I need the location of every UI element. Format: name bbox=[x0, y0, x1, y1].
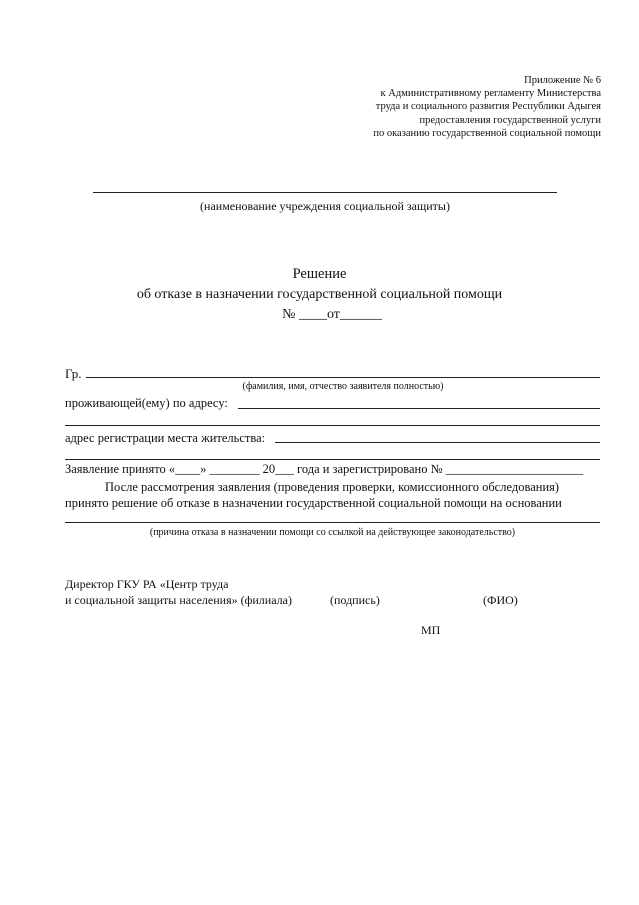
appendix-ministry: труда и социального развития Республики Адыгея bbox=[375, 101, 601, 113]
director-title-line2: и социальной защиты населения» (филиала) bbox=[65, 593, 292, 607]
address-line[interactable] bbox=[238, 408, 600, 409]
registration-label: адрес регистрации места жительства: bbox=[65, 431, 266, 445]
citizen-name-caption: (фамилия, имя, отчество заявителя полностью) bbox=[242, 381, 444, 392]
fio-caption: (ФИО) bbox=[483, 593, 518, 607]
stamp-place: МП bbox=[421, 623, 441, 637]
director-title-line1: Директор ГКУ РА «Центр труда bbox=[65, 577, 229, 591]
registration-line[interactable] bbox=[275, 442, 600, 443]
appendix-service: предоставления государственной услуги bbox=[419, 114, 601, 126]
citizen-name-line[interactable] bbox=[86, 377, 600, 378]
appendix-header bbox=[373, 74, 601, 140]
address-label: проживающей(ему) по адресу: bbox=[65, 396, 228, 410]
decision-text-2: принято решение об отказе в назначении государственной социальной помощи на основании bbox=[65, 496, 562, 510]
document-subtitle: об отказе в назначении государственной социальной помощи bbox=[136, 287, 503, 302]
appendix-service-detail: по оказанию государственной социальной помощи bbox=[373, 127, 601, 139]
signature-caption: (подпись) bbox=[330, 593, 380, 607]
reason-line[interactable] bbox=[65, 522, 600, 523]
institution-caption: (наименование учреждения социальной защиты) bbox=[200, 199, 450, 213]
appendix-number: Приложение № 6 bbox=[524, 75, 601, 86]
reason-caption: (причина отказа в назначении помощи со ссылкой на действующее законодательство) bbox=[149, 527, 516, 538]
address-line-2[interactable] bbox=[65, 425, 600, 426]
application-line: Заявление принято «____» ________ 20___ года и зарегистрировано № ______________________ bbox=[65, 462, 584, 476]
registration-line-2[interactable] bbox=[65, 459, 600, 460]
citizen-label: Гр. bbox=[65, 366, 82, 381]
document-number-line: № ____от______ bbox=[282, 307, 382, 322]
institution-name-line[interactable] bbox=[93, 192, 557, 193]
document-title: Решение bbox=[292, 266, 347, 282]
appendix-reference: к Административному регламенту Министерства bbox=[380, 88, 601, 100]
decision-text-1: После рассмотрения заявления (проведения проверки, комиссионного обследования) bbox=[105, 480, 560, 494]
